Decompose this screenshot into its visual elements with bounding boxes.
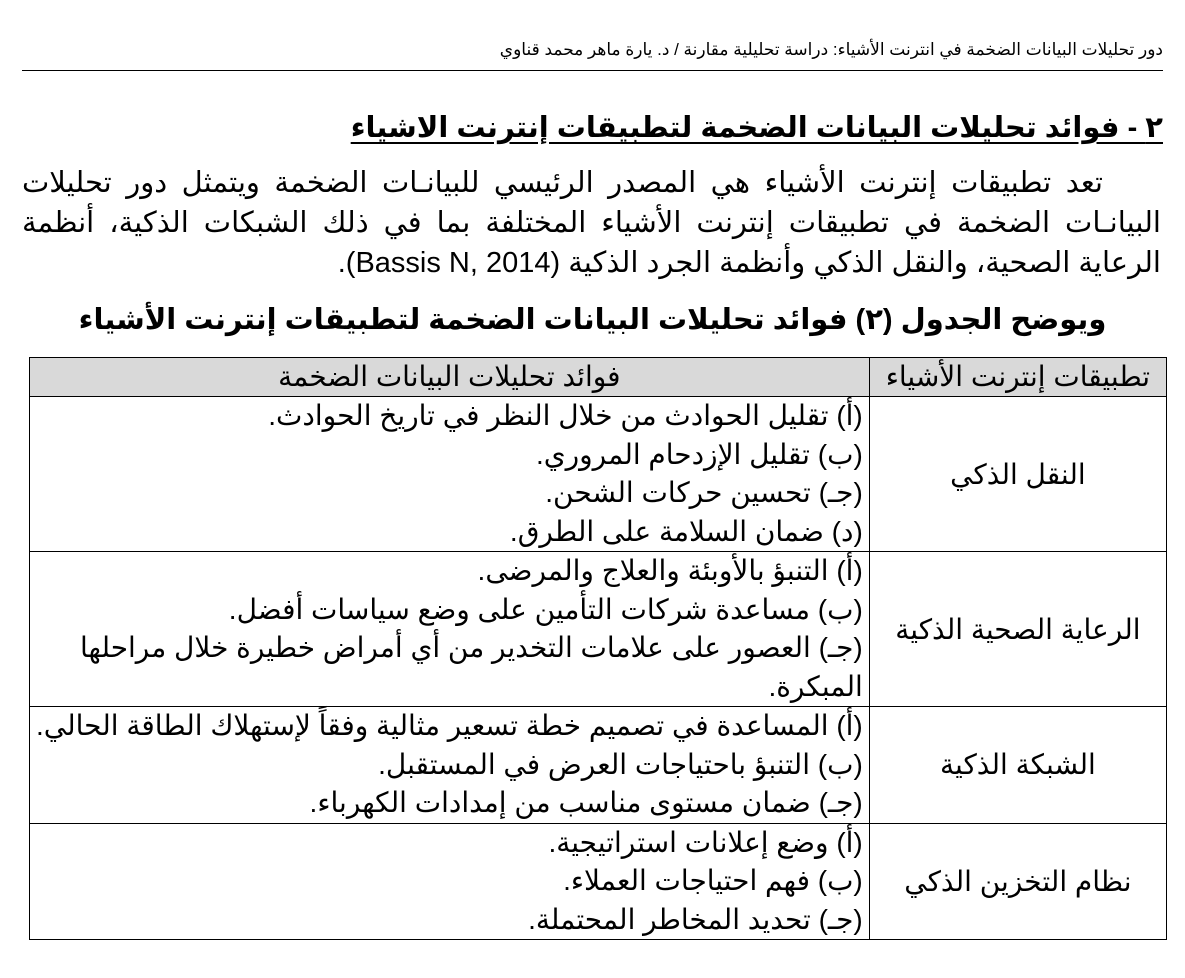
column-header-applications: تطبيقات إنترنت الأشياء — [869, 358, 1166, 397]
benefits-table — [29, 357, 1167, 940]
benefits-cell — [30, 823, 870, 940]
benefits-cell — [30, 552, 870, 707]
benefit-item: (ب) فهم احتياجات العملاء. — [563, 865, 863, 896]
benefit-item: (جـ) تحسين حركات الشحن. — [545, 477, 863, 508]
benefit-item: (أ) المساعدة في تصميم خطة تسعير مثالية وفقاً لإستهلاك الطاقة الحالي. — [36, 710, 863, 741]
column-header-benefits: فوائد تحليلات البيانات الضخمة — [30, 358, 870, 397]
application-cell: الرعاية الصحية الذكية — [869, 552, 1166, 707]
table-row — [30, 552, 1167, 707]
benefit-item: (د) ضمان السلامة على الطرق. — [509, 515, 863, 547]
benefit-item: (ب) التنبؤ باحتياجات العرض في المستقبل. — [378, 748, 863, 780]
benefit-item: (ب) تقليل الإزدحام المروري. — [535, 438, 863, 470]
table-row — [30, 397, 1167, 552]
benefit-item: (ب) مساعدة شركات التأمين على وضع سياسات أفضل. — [228, 593, 863, 625]
benefit-item: (جـ) ضمان مستوى مناسب من إمدادات الكهرباء. — [309, 787, 863, 818]
table-row — [30, 823, 1167, 940]
benefit-item: (جـ) العصور على علامات التخدير من أي أمراض خطيرة خلال مراحلها المبكرة. — [80, 632, 863, 702]
table-row — [30, 707, 1167, 824]
body-paragraph — [22, 163, 1161, 283]
running-header-title: دور تحليلات البيانات الضخمة في انترنت الأشياء: دراسة تحليلية مقارنة / د. يارة ماهر محمد قناوي — [499, 40, 1163, 59]
benefit-item: (جـ) تحديد المخاطر المحتملة. — [528, 903, 863, 935]
benefit-item: (أ) التنبؤ بالأوبئة والعلاج والمرضى. — [477, 555, 863, 586]
benefit-item: (أ) تقليل الحوادث من خلال النظر في تاريخ الحوادث. — [268, 400, 863, 431]
benefits-cell — [30, 397, 870, 552]
application-cell: الشبكة الذكية — [869, 707, 1166, 824]
body-paragraph-text: تعد تطبيقات إنترنت الأشياء هي المصدر الرئيسي للبيانـات الضخمة ويتمثل دور تحليلات البيانـات الضخمة في تطبيقات إنترنت الأشياء المختلفة بما في ذلك الشبكات الذكية، أنظمة الرعاية الصحية، والنقل الذكي وأنظمة الجرد الذكية (Bassis N, 2014). — [22, 167, 1161, 279]
benefits-cell — [30, 707, 870, 824]
application-cell: النقل الذكي — [869, 397, 1166, 552]
section-heading: ٢ - فوائد تحليلات البيانات الضخمة لتطبيقات إنترنت الاشياء — [350, 112, 1163, 144]
table-caption: ويوضح الجدول (٢) فوائد تحليلات البيانات الضخمة لتطبيقات إنترنت الأشياء — [78, 304, 1107, 336]
table-header-row — [30, 358, 1167, 397]
benefit-item: (أ) وضع إعلانات استراتيجية. — [548, 826, 863, 858]
application-cell: نظام التخزين الذكي — [869, 823, 1166, 940]
running-header — [22, 38, 1163, 71]
